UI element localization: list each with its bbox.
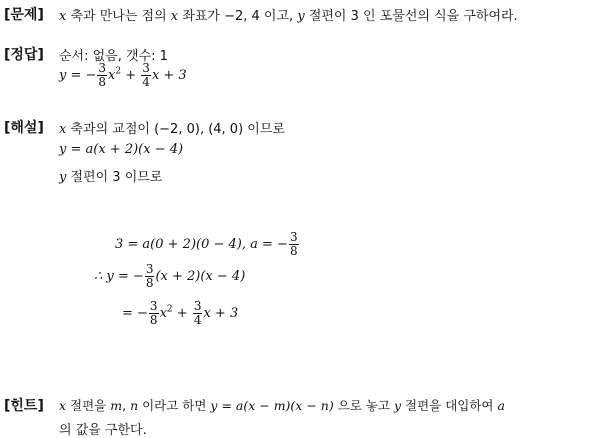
var-x: x [170, 9, 179, 24]
frac-den: 8 [98, 75, 107, 89]
calc3-pre: = − [122, 306, 148, 321]
calc2-post: (x + 2)(x − 4) [155, 269, 246, 284]
explanation-line2: y = a(x + 2)(x − 4) [59, 142, 184, 157]
frac-den: 8 [149, 313, 158, 327]
calc1-main: 3 = a(0 + 2)(0 − 4), a = − [115, 237, 288, 252]
answer-equation [59, 62, 187, 89]
var-a: a [497, 398, 505, 413]
hint-tag: [힌트] [4, 398, 44, 414]
frac-num: 3 [98, 61, 107, 75]
hint-equation: y = a(x − m)(x − n) [210, 398, 334, 413]
answer-eq-rest: x + 3 [151, 68, 187, 83]
var-m: m [110, 398, 123, 413]
frac-den: 4 [193, 313, 202, 327]
fraction [149, 300, 159, 327]
exponent: 2 [115, 66, 122, 77]
exponent: 2 [166, 304, 173, 315]
hint-text: 절편을 대입하여 [401, 398, 498, 413]
frac-den: 8 [145, 276, 154, 290]
hint-line1 [59, 396, 505, 414]
frac-num: 3 [193, 299, 202, 313]
var-y: y [59, 170, 67, 185]
calc2-pre: ∴ y = − [94, 269, 144, 284]
fraction [193, 300, 203, 327]
var-x: x [59, 9, 67, 24]
frac-num: 3 [149, 299, 158, 313]
var-y: y [297, 9, 305, 24]
var-n: n [130, 398, 139, 413]
explanation-line3-text: 절편이 3 이므로 [70, 170, 163, 185]
frac-num: 3 [289, 230, 298, 244]
hint-text: 으로 놓고 [333, 398, 394, 413]
answer-tag: [정답] [4, 47, 44, 63]
plus: + [121, 68, 141, 83]
var-y: y [393, 398, 402, 413]
fraction [289, 231, 299, 258]
problem-text [59, 5, 518, 24]
hint-line2: 의 값을 구한다. [59, 423, 147, 438]
fraction [145, 263, 155, 290]
frac-den: 8 [289, 244, 298, 258]
problem-text-part3: 절편이 3 인 포물선의 식을 구하여라. [308, 9, 518, 24]
answer-eq-lhs: y = − [59, 68, 97, 83]
fraction [97, 62, 107, 89]
var-x: x [59, 398, 67, 413]
frac-num: 3 [142, 61, 150, 75]
explanation-line1 [59, 118, 285, 137]
explanation-tag: [해설] [4, 120, 44, 136]
fraction [141, 62, 151, 89]
explanation-line3 [59, 166, 162, 185]
explanation-line1-text: 축과의 교점이 (−2, 0), (4, 0) 이므로 [70, 122, 285, 137]
var-x: x [159, 306, 167, 321]
plus: + [172, 306, 192, 321]
problem-tag: [문제] [4, 7, 44, 23]
frac-num: 3 [145, 262, 154, 276]
answer-line1: 순서: 없음, 갯수: 1 [59, 49, 168, 64]
var-x: x [108, 68, 116, 83]
calc-line1 [115, 231, 300, 258]
calc3-rest: x + 3 [203, 306, 239, 321]
calc-line2 [94, 263, 245, 290]
calc-line3 [122, 300, 238, 327]
problem-text-part2: 좌표가 −2, 4 이고, [182, 9, 294, 24]
problem-text-part1: 축과 만나는 점의 [70, 9, 167, 24]
hint-comma: , [122, 398, 131, 413]
hint-text: 절편을 [66, 398, 111, 413]
var-x: x [59, 122, 67, 137]
frac-den: 4 [142, 75, 150, 89]
hint-text: 이라고 하면 [138, 398, 211, 413]
